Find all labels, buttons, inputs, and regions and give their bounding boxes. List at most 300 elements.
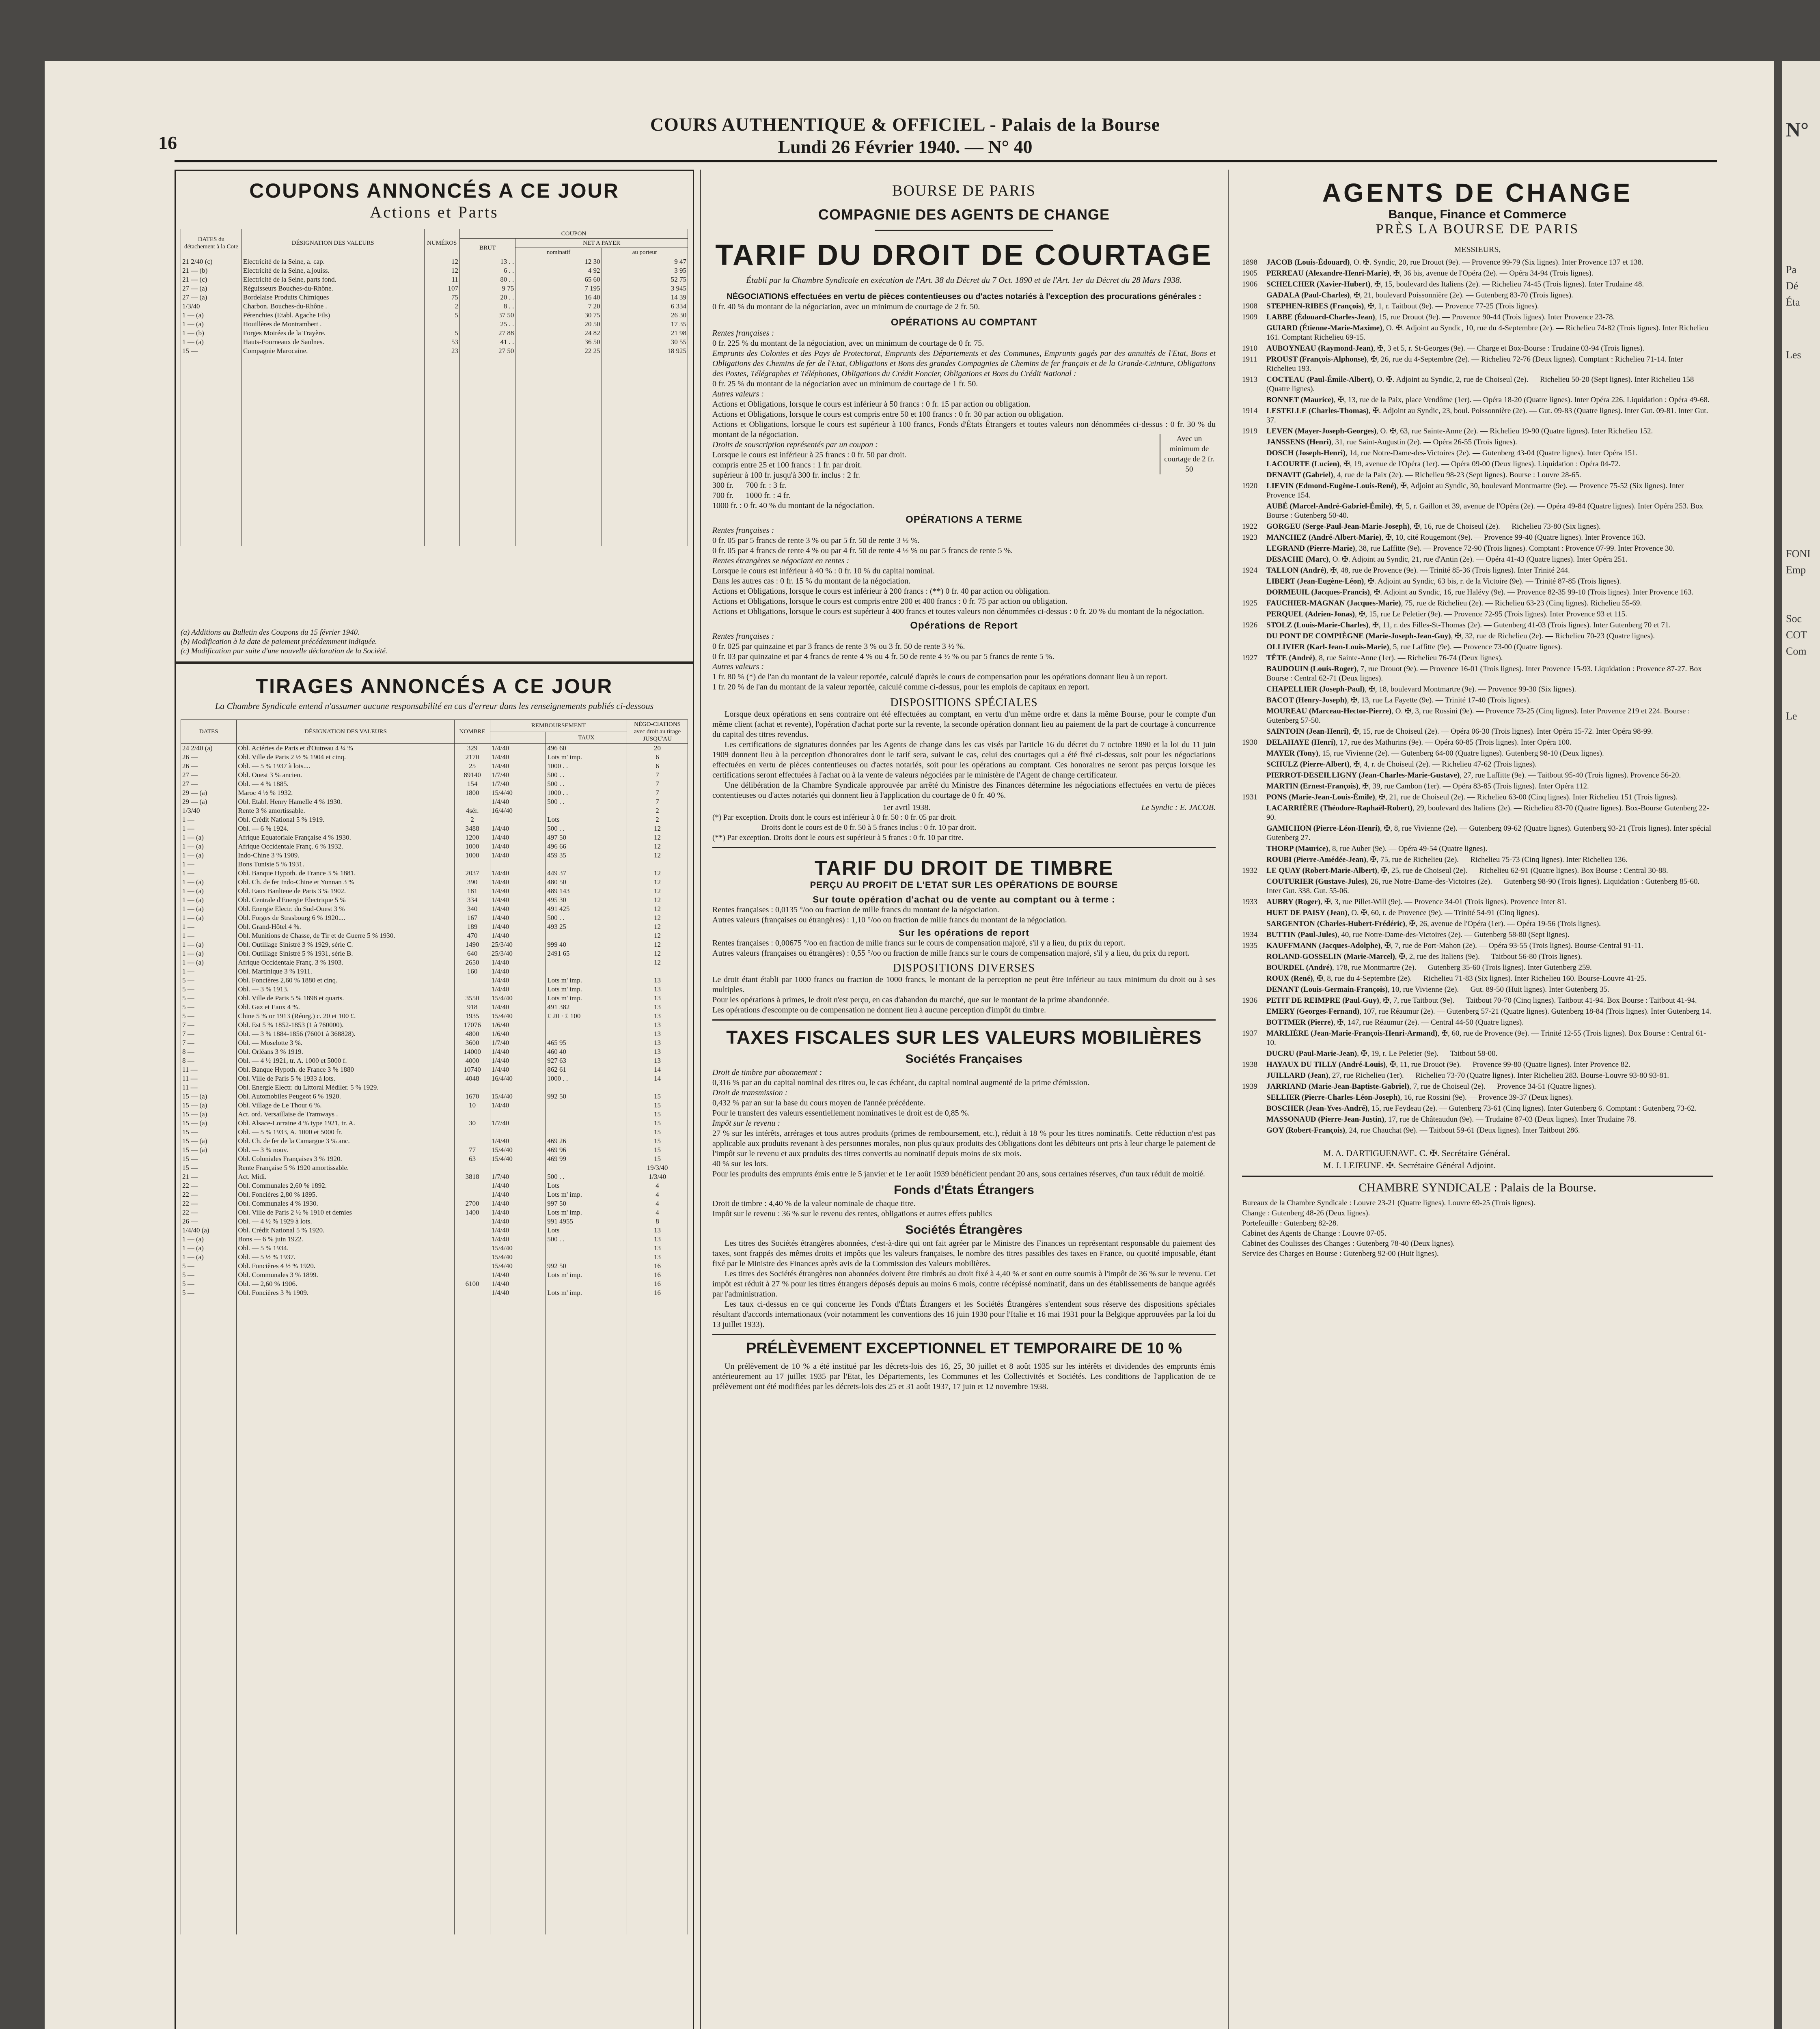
divider: [712, 847, 1216, 848]
chambre-line: Portefeuille : Gutenberg 82-28.: [1242, 1219, 1339, 1228]
table-cell: Act. Midi.: [237, 1172, 455, 1181]
timbre-report-head: Sur les opérations de report: [899, 928, 1029, 938]
table-row: [181, 976, 688, 985]
table-cell: 1/7/40: [490, 1038, 546, 1047]
table-cell: [546, 806, 627, 815]
agent-entry: DOSCH (Joseph-Henri), 14, rue Notre-Dame-des-Victoires (2e). — Gutenberg 43-04 (Quatre lignes). Inter Opéra 151.: [1266, 449, 1638, 457]
coupons-notes: [181, 628, 688, 656]
agent-info: 38, rue Laffitte (9e). — Provence 72-90 (Trois lignes). Comptant : Provence 07-99. Inter Provence 30.: [1359, 544, 1675, 553]
table-cell: Electricité de la Seine, a.jouiss.: [242, 266, 424, 275]
agent-name: MARLIÈRE (Jean-Marie-François-Henri-Armand): [1266, 1029, 1438, 1038]
table-cell: 8 . .: [459, 302, 515, 311]
footnote: Droits dont le cours est de 0 fr. 50 à 5 francs inclus : 0 fr. 10 par droit.: [761, 823, 977, 832]
agent-entry: 1908 STEPHEN-RIBES (François), ✠, 1, r. Taitbout (9e). — Provence 77-25 (Trois lignes).: [1242, 302, 1539, 310]
agents-near: PRÈS LA BOURSE DE PARIS: [1376, 222, 1579, 237]
table-cell: [546, 1128, 627, 1137]
text-line: Droit de transmission :: [712, 1088, 788, 1097]
next-page-fragment: Éta: [1786, 296, 1800, 308]
next-page-fragment: Les: [1786, 349, 1801, 361]
agent-info: 4, rue de la Paix (2e). — Richelieu 98-23 (Sept lignes). Bourse : Louvre 28-65.: [1337, 471, 1581, 479]
agent-entry: GUIARD (Étienne-Marie-Maxime), O. ✠. Adjoint au Syndic, 10, rue du 4-Septembre (2e). — Richelieu 74-82 (Trois lignes). Inter Richelieu 161. Comptant Richelieu 69-15.: [1266, 324, 1709, 342]
diverses-line: Pour les opérations à primes, le droit n'est perçu, en cas d'abandon du marché, que sur le montant de la prime abandonnée.: [712, 995, 1109, 1004]
table-cell: 24 82: [515, 329, 602, 338]
table-cell: 22 25: [515, 347, 602, 355]
table-cell: Obl. — Moselotte 3 %.: [237, 1038, 455, 1047]
timbre-line: Autres valeurs (françaises ou étrangères) : 1,10 °/oo ou fraction de mille francs du montant de la négociation.: [712, 915, 1067, 924]
table-row: [181, 1074, 688, 1083]
table-cell: 154: [455, 780, 490, 788]
agent-name: JARRIAND (Marie-Jean-Baptiste-Gabriel): [1266, 1082, 1409, 1091]
table-cell: 52 75: [602, 275, 688, 284]
table-cell: [455, 1181, 490, 1190]
table-cell: [546, 1279, 627, 1288]
table-cell: 15: [627, 1110, 688, 1119]
agent-info: ✠, 1, r. Taitbout (9e). — Provence 77-25 (Trois lignes).: [1367, 302, 1539, 310]
table-cell: 63: [455, 1155, 490, 1163]
table-cell: 15: [627, 1155, 688, 1163]
table-cell: [546, 1110, 627, 1119]
agent-entry: ROUX (René), ✠, 8, rue du 4-Septembre (2e). — Richelieu 71-83 (Six lignes). Inter Richelieu 160. Bourse-Louvre 41-25.: [1266, 974, 1647, 983]
table-cell: [627, 967, 688, 976]
table-cell: 12: [627, 958, 688, 967]
table-cell: [546, 967, 627, 976]
agent-year: 1936: [1242, 996, 1257, 1005]
agent-year: 1910: [1242, 344, 1257, 353]
table-cell: [490, 860, 546, 869]
table-cell: 14000: [455, 1047, 490, 1056]
timbre-line: Rentes françaises : 0,0135 °/oo ou fraction de mille francs du montant de la négociation.: [712, 905, 999, 914]
table-cell: 13: [627, 1244, 688, 1253]
agent-year: 1931: [1242, 793, 1257, 801]
table-cell: [455, 1271, 490, 1279]
table-cell: 14: [627, 1074, 688, 1083]
agent-name: LACOURTE (Lucien): [1266, 460, 1340, 468]
agent-name: PROUST (François-Alphonse): [1266, 355, 1367, 364]
table-cell: 1/7/40: [490, 771, 546, 780]
table-cell: [546, 1021, 627, 1030]
col-header: au porteur: [602, 248, 688, 257]
agent-entry: DUCRU (Paul-Marie-Jean), ✠, 19, r. Le Peletier (9e). — Taitbout 58-00.: [1266, 1049, 1498, 1058]
table-cell: 1 —: [181, 824, 237, 833]
table-cell: 6100: [455, 1279, 490, 1288]
agents-list: [1242, 258, 1713, 1135]
text-line: Dans les autres cas : 0 fr. 15 % du montant de la négociation.: [712, 577, 911, 586]
terme-title: OPÉRATIONS A TERME: [906, 514, 1022, 525]
table-cell: 1000 . .: [546, 788, 627, 797]
chambre-line: Service des Charges en Bourse : Gutenberg 92-00 (Huit lignes).: [1242, 1249, 1439, 1258]
agent-entry: THORP (Maurice), 8, rue Auber (9e). — Opéra 49-54 (Quatre lignes).: [1266, 844, 1488, 853]
table-row: [181, 1146, 688, 1155]
agent-info: ✠, 7, rue de Port-Mahon (2e). — Opéra 93-55 (Trois lignes). Bourse-Central 91-11.: [1384, 941, 1643, 950]
table-cell: [546, 931, 627, 940]
agent-year: 1937: [1242, 1029, 1257, 1038]
agent-name: AUBÉ (Marcel-André-Gabriel-Émile): [1266, 502, 1392, 510]
table-cell: 18 925: [602, 347, 688, 355]
signature-block: [712, 803, 1216, 812]
table-cell: 4 92: [515, 266, 602, 275]
agent-entry: 1939 JARRIAND (Marie-Jean-Baptiste-Gabriel), 7, rue de Choiseul (2e). — Provence 34-51 (Quatre lignes).: [1242, 1082, 1596, 1091]
agent-name: ROUX (René): [1266, 974, 1313, 983]
table-cell: Obl. Munitions de Chasse, de Tir et de Guerre 5 % 1930.: [237, 931, 455, 940]
table-cell: 460 40: [546, 1047, 627, 1056]
agent-name: LEVEN (Mayer-Joseph-Georges): [1266, 427, 1377, 435]
agent-name: TALLON (André): [1266, 566, 1326, 575]
agent-name: STOLZ (Louis-Marie-Charles): [1266, 621, 1369, 629]
table-cell: [546, 1119, 627, 1128]
taxes-line: Impôt sur le revenu : 36 % sur le revenu des rentes, obligations et autres effets publics: [712, 1209, 992, 1218]
table-cell: Obl. — 4 ½ % 1929 à lots.: [237, 1217, 455, 1226]
table-cell: 1/4/40: [490, 1208, 546, 1217]
agent-entry: LEGRAND (Pierre-Marie), 38, rue Laffitte (9e). — Provence 72-90 (Trois lignes). Comptant : Provence 07-99. Inter Provence 30.: [1266, 544, 1675, 553]
table-cell: 21 2/40 (c): [181, 257, 242, 267]
table-cell: 15: [627, 1146, 688, 1155]
agent-info: 15, rue Drouot (9e). — Provence 90-44 (Trois lignes). Inter Provence 23-78.: [1379, 313, 1615, 321]
table-cell: 17076: [455, 1021, 490, 1030]
table-cell: 12 30: [515, 257, 602, 267]
table-cell: 2170: [455, 753, 490, 762]
agent-info: 5, rue Laffitte (9e). — Provence 73-00 (Quatre lignes).: [1393, 643, 1562, 651]
table-cell: 13: [627, 1226, 688, 1235]
timbre-line: Rentes françaises : 0,00675 °/oo en fraction de mille francs sur le cours de compensation majoré, s'il y a lieu, du prix du report.: [712, 939, 1126, 948]
table-cell: 999 40: [546, 940, 627, 949]
agent-name: MAYER (Tony): [1266, 749, 1318, 758]
table-cell: 992 50: [546, 1092, 627, 1101]
table-row: [181, 967, 688, 976]
chambre-line: Cabinet des Coulisses des Changes : Gutenberg 78-40 (Deux lignes).: [1242, 1239, 1455, 1248]
table-cell: 927 63: [546, 1056, 627, 1065]
table-cell: 41 . .: [459, 338, 515, 347]
agent-entry: 1909 LABBE (Édouard-Charles-Jean), 15, rue Drouot (9e). — Provence 90-44 (Trois lignes). Inter Provence 23-78.: [1242, 313, 1615, 321]
table-cell: 489 143: [546, 887, 627, 896]
table-cell: 500 . .: [546, 824, 627, 833]
table-cell: Obl. Eaux Banlieue de Paris 3 % 1902.: [237, 887, 455, 896]
table-cell: 26 —: [181, 762, 237, 771]
table-cell: 1000 . .: [546, 762, 627, 771]
table-cell: 26 —: [181, 1217, 237, 1226]
table-cell: 329: [455, 744, 490, 753]
agent-name: LESTELLE (Charles-Thomas): [1266, 407, 1369, 415]
agent-info: ✠. Adjoint au Syndic, 63 bis, r. de la Victoire (9e). — Trinité 87-85 (Trois lignes).: [1367, 577, 1622, 586]
table-cell: 12: [627, 931, 688, 940]
table-cell: 21 — (b): [181, 266, 242, 275]
chambre-title: CHAMBRE SYNDICALE : Palais de la Bourse.: [1359, 1181, 1596, 1194]
agent-entry: AUBÉ (Marcel-André-Gabriel-Émile), ✠, 5, r. Gaillon et 39, avenue de l'Opéra (2e). — Opéra 49-84 (Quatre lignes). Inter Opéra 253. Box Bourse : Gutenberg 50-40.: [1266, 502, 1704, 520]
table-filler: [181, 355, 688, 546]
agent-entry: DU PONT DE COMPIÈGNE (Marie-Joseph-Jean-Guy), ✠, 32, rue de Richelieu (2e). — Richelieu 70-23 (Quatre lignes).: [1266, 632, 1655, 640]
agent-entry: SELLIER (Pierre-Charles-Léon-Joseph), 16, rue Rossini (9e). — Provence 39-37 (Deux lignes).: [1266, 1093, 1573, 1102]
table-cell: [455, 1190, 490, 1199]
table-row: [181, 1271, 688, 1279]
table-cell: 15/4/40: [490, 1253, 546, 1262]
table-cell: 500 . .: [546, 1172, 627, 1181]
text-line: Droit de timbre par abonnement :: [712, 1068, 822, 1077]
divider: [1242, 1176, 1713, 1177]
table-cell: 1/4/40 (a): [181, 1226, 237, 1235]
table-cell: 1/4/40: [490, 967, 546, 976]
table-cell: 15: [627, 1092, 688, 1101]
table-cell: 26 30: [602, 311, 688, 320]
table-cell: 449 37: [546, 869, 627, 878]
table-cell: Lots m' imp.: [546, 1288, 627, 1297]
agent-name: DORMEUIL (Jacques-Francis): [1266, 588, 1370, 597]
table-cell: 7: [627, 771, 688, 780]
table-row: [181, 1190, 688, 1199]
table-cell: [455, 1163, 490, 1172]
table-cell: 1/4/40: [490, 753, 546, 762]
table-cell: 1/4/40: [490, 931, 546, 940]
table-row: [181, 985, 688, 994]
table-row: [181, 994, 688, 1003]
text-line: 300 fr. — 700 fr. : 3 fr.: [712, 481, 787, 490]
table-cell: 1/4/40: [490, 797, 546, 806]
taxes-fr-title: Sociétés Françaises: [905, 1052, 1023, 1066]
agent-entry: BOSCHER (Jean-Yves-André), 15, rue Feydeau (2e). — Gutenberg 73-61 (Cinq lignes). Inter Gutenberg 6. Comptant : Gutenberg 73-62.: [1266, 1104, 1697, 1113]
table-cell: [455, 1226, 490, 1235]
table-cell: Obl. — 4 % 1885.: [237, 780, 455, 788]
table-cell: 1000: [455, 851, 490, 860]
text-line: Actions et Obligations, lorsque le cours est supérieur à 100 francs, Fonds d'États Étrangers et toutes valeurs non dénommées ci-dessus : 0 fr. 30 % du montant de la négociation.: [712, 420, 1216, 439]
secretaries: [1242, 1147, 1713, 1172]
taxes-line: Droit de timbre : 4,40 % de la valeur nominale de chaque titre.: [712, 1199, 916, 1208]
table-cell: 1/4/40: [490, 887, 546, 896]
table-cell: 1/4/40: [490, 744, 546, 753]
table-cell: 6: [627, 753, 688, 762]
table-cell: 15 — (a): [181, 1146, 237, 1155]
agent-entry: 1934 BUTTIN (Paul-Jules), 40, rue Notre-Dame-des-Victoires (2e). — Gutenberg 58-80 (Sept lignes).: [1242, 930, 1570, 939]
text-line: Lorsque le cours est inférieur à 25 francs : 0 fr. 50 par droit.: [712, 450, 907, 459]
agent-info: 31, rue Saint-Augustin (2e). — Opéra 26-55 (Trois lignes).: [1335, 438, 1517, 446]
table-row: [181, 851, 688, 860]
table-cell: [455, 1110, 490, 1119]
table-cell: 1 —: [181, 815, 237, 824]
table-cell: 12: [627, 896, 688, 905]
table-cell: Obl. Energie Electr. du Littoral Médiler. 5 % 1929.: [237, 1083, 455, 1092]
table-row: [181, 293, 688, 302]
table-cell: 15 — (a): [181, 1110, 237, 1119]
column-separator: [1228, 170, 1229, 2029]
agent-entry: GAMICHON (Pierre-Léon-Henri), ✠, 8, rue Vivienne (2e). — Gutenberg 09-62 (Quatre lignes). Gutenberg 93-21 (Trois lignes). Inter spécial Gutenberg 27.: [1266, 824, 1711, 842]
agent-name: BUTTIN (Paul-Jules): [1266, 930, 1337, 939]
table-row: [181, 815, 688, 824]
table-cell: 7 —: [181, 1021, 237, 1030]
table-cell: 16: [627, 1271, 688, 1279]
table-row: [181, 949, 688, 958]
table-cell: 21 —: [181, 1172, 237, 1181]
agent-info: ✠, 3 et 5, r. St-Georges (9e). — Charge et Box-Bourse : Trudaine 03-94 (Trois lignes).: [1377, 344, 1645, 353]
col-header: NET A PAYER: [515, 239, 688, 248]
agent-name: BAUDOUIN (Louis-Roger): [1266, 665, 1357, 673]
table-cell: 918: [455, 1003, 490, 1012]
table-cell: 1/4/40: [490, 985, 546, 994]
agent-info: ✠, 19, avenue de l'Opéra (1er). — Opéra 09-00 (Deux lignes). Liquidation : Opéra 04-72.: [1343, 460, 1621, 468]
agent-name: MARTIN (Ernest-François): [1266, 782, 1359, 790]
table-cell: Lots: [546, 1226, 627, 1235]
table-cell: 4000: [455, 1056, 490, 1065]
table-cell: Bons Tunisie 5 % 1931.: [237, 860, 455, 869]
table-cell: 5: [424, 311, 459, 320]
table-row: [181, 266, 688, 275]
table-cell: 16: [627, 1279, 688, 1288]
table-row: [181, 1253, 688, 1262]
table-row: [181, 922, 688, 931]
agent-name: PIERROT-DESEILLIGNY (Jean-Charles-Marie-Gustave): [1266, 771, 1460, 780]
table-cell: 640: [455, 949, 490, 958]
agent-entry: BAUDOUIN (Louis-Roger), 7, rue Drouot (9e). — Provence 16-01 (Trois lignes). Inter Provence 15-93. Liquidation : Provence 87-27. Box Bourse : Central 62-71 (Deux lignes).: [1266, 665, 1702, 683]
table-cell: 12: [627, 949, 688, 958]
disp-title: DISPOSITIONS SPÉCIALES: [890, 696, 1038, 709]
taxes-line: Les titres des Sociétés étrangères non abonnées doivent être timbrés au droit fixé à 4,40 % et sont en outre soumis à l'impôt de 36 % sur le revenu. Cet impôt est réduit à 27 % pour les titres étrangers déposés depuis au moins 6 mois, contre récépissé nominatif, dans un des établissements de banque agréés par l'administration.: [712, 1269, 1216, 1299]
next-page-fragment: FONI: [1786, 548, 1811, 560]
agent-year: 1913: [1242, 375, 1257, 384]
agent-entry: 1933 AUBRY (Roger), ✠, 3, rue Pillet-Will (9e). — Provence 34-01 (Trois lignes). Provence Inter 81.: [1242, 898, 1567, 906]
table-cell: [181, 1297, 237, 1934]
table-cell: 3 95: [602, 266, 688, 275]
table-cell: 21 98: [602, 329, 688, 338]
table-row: [181, 1208, 688, 1217]
text-line: Autres valeurs :: [712, 390, 764, 398]
table-cell: 13 . .: [459, 257, 515, 267]
taxes-fr-list: [712, 1068, 1216, 1179]
tarif-section: [708, 170, 1220, 1392]
agent-entry: 1927 TÊTE (André), 8, rue Sainte-Anne (1er). — Richelieu 76-74 (Deux lignes).: [1242, 654, 1503, 662]
table-row: [181, 806, 688, 815]
table-cell: 497 50: [546, 833, 627, 842]
table-row: [181, 788, 688, 797]
table-cell: 1 — (a): [181, 896, 237, 905]
agent-name: JANSSENS (Henri): [1266, 438, 1331, 446]
agent-entry: 1925 FAUCHIER-MAGNAN (Jacques-Marie), 75, rue de Richelieu (2e). — Richelieu 63-23 (Cinq lignes). Richelieu 55-69.: [1242, 599, 1642, 607]
table-cell: 13: [627, 1253, 688, 1262]
table-cell: 15 — (a): [181, 1137, 237, 1146]
tirages-subtitle: La Chambre Syndicale entend n'assumer aucune responsabilité en cas d'erreur dans les renseignements publiés ci-dessous: [215, 701, 654, 711]
agent-name: MANCHEZ (André-Albert-Marie): [1266, 533, 1382, 542]
agent-name: COUTURIER (Gustave-Jules): [1266, 877, 1367, 886]
agent-name: FAUCHIER-MAGNAN (Jacques-Marie): [1266, 599, 1401, 607]
table-row: [181, 284, 688, 293]
coupons-section: [175, 170, 694, 663]
agent-info: ✠, 75, rue de Richelieu (2e). — Richelieu 75-73 (Cinq lignes). Inter Richelieu 136.: [1370, 855, 1628, 864]
table-cell: 1/6/40: [490, 1030, 546, 1038]
table-cell: 13: [627, 1012, 688, 1021]
table-row: [181, 780, 688, 788]
agent-entry: DORMEUIL (Jacques-Francis), ✠. Adjoint au Syndic, 16, rue Halévy (9e). — Provence 82-35 99-10 (Trois lignes). Inter Provence 163.: [1266, 588, 1694, 597]
agent-info: ✠, 3, rue Pillet-Will (9e). — Provence 34-01 (Trois lignes). Provence Inter 81.: [1324, 898, 1567, 906]
table-cell: [455, 1288, 490, 1297]
col-header: REMBOURSEMENT: [490, 720, 627, 732]
table-row: [181, 347, 688, 355]
table-cell: 22 —: [181, 1199, 237, 1208]
table-cell: 19/3/40: [627, 1163, 688, 1172]
text-line: 0 fr. 225 % du montant de la négociation, avec un minimum de courtage de 0 fr. 75.: [712, 339, 984, 348]
agent-name: AUBRY (Roger): [1266, 898, 1321, 906]
agent-entry: 1935 KAUFFMANN (Jacques-Adolphe), ✠, 7, rue de Port-Mahon (2e). — Opéra 93-55 (Trois lignes). Bourse-Central 91-11.: [1242, 941, 1643, 950]
secretary-line: M. A. DARTIGUENAVE. C. ✠. Secrétaire Général.: [1323, 1148, 1510, 1158]
table-cell: 1/3/40: [181, 806, 237, 815]
table-cell: 23: [424, 347, 459, 355]
table-cell: Lots m' imp.: [546, 994, 627, 1003]
next-page-fragment: N°: [1786, 118, 1809, 141]
tarif-intro: Établi par la Chambre Syndicale en exécution de l'Art. 38 du Décret du 7 Oct. 1890 et de l'Art. 1er du Décret du 28 Mars 1938.: [746, 275, 1182, 285]
table-cell: 25/3/40: [490, 949, 546, 958]
prelevement-text: Un prélèvement de 10 % a été institué par les décrets-lois des 16, 25, 30 juillet et 8 août 1935 sur les intérêts et dividendes des emprunts émis antérieurement au 17 juillet 1935 par l'Etat, les Départements, les Communes et les Collectivités et Sociétés. Les conditions de l'application de ce prélèvement ont été modifiées par les décrets-lois des 25 et 31 août 1937, 17 juin et 12 novembre 1938.: [712, 1362, 1216, 1391]
table-cell: 7 —: [181, 1038, 237, 1047]
agent-info: ✠, 10, cité Rougemont (9e). — Provence 99-40 (Quatre lignes). Inter Provence 163.: [1385, 533, 1646, 542]
table-cell: [242, 355, 424, 546]
table-cell: Obl. Village de Le Thour 6 %.: [237, 1101, 455, 1110]
table-cell: 997 50: [546, 1199, 627, 1208]
agent-entry: DESACHE (Marc), O. ✠. Adjoint au Syndic, 21, rue d'Antin (2e). — Opéra 41-43 (Quatre lignes). Inter Opéra 251.: [1266, 555, 1628, 564]
agent-entry: CHAPELLIER (Joseph-Paul), ✠, 18, boulevard Montmartre (9e). — Provence 99-30 (Six lignes).: [1266, 685, 1576, 694]
table-cell: 1/4/40: [490, 824, 546, 833]
table-cell: Obl. Communales 3 % 1899.: [237, 1271, 455, 1279]
table-cell: [490, 1163, 546, 1172]
table-cell: 8: [627, 1217, 688, 1226]
adjacent-page-edge: [1782, 61, 1820, 2029]
agent-entry: 1931 PONS (Marie-Jean-Louis-Émile), ✠, 21, rue de Choiseul (2e). — Richelieu 63-00 (Cinq lignes). Inter Richelieu 151 (Trois lignes).: [1242, 793, 1678, 801]
agent-info: 24, rue Chauchat (9e). — Taitbout 59-61 (Deux lignes). Inter Taitbout 286.: [1349, 1126, 1580, 1135]
agent-info: 7, rue Drouot (9e). — Provence 16-01 (Trois lignes). Inter Provence 15-93. Liquidation : Provence 87-27. Box Bourse : Central 62-71 (Deux lignes).: [1266, 665, 1702, 683]
table-cell: 15 — (a): [181, 1119, 237, 1128]
diverses-title: DISPOSITIONS DIVERSES: [893, 962, 1035, 974]
text-line: 0,432 % par an sur la base du cours moyen de l'année précédente.: [712, 1099, 925, 1107]
table-row: [181, 275, 688, 284]
agent-entry: ROUBI (Pierre-Amédée-Jean), ✠, 75, rue de Richelieu (2e). — Richelieu 75-73 (Cinq lignes). Inter Richelieu 136.: [1266, 855, 1628, 864]
table-cell: 1/7/40: [490, 1172, 546, 1181]
table-cell: 21 — (c): [181, 275, 242, 284]
tarif-company: COMPAGNIE DES AGENTS DE CHANGE: [818, 206, 1110, 223]
table-cell: 1/4/40: [490, 1056, 546, 1065]
agent-entry: EMERY (Georges-Fernand), 107, rue Réaumur (2e). — Gutenberg 57-21 (Quatre lignes). Gutenberg 18-84 (Trois lignes). Inter Gutenberg 14.: [1266, 1007, 1712, 1016]
table-cell: 16: [627, 1288, 688, 1297]
table-cell: 20 50: [515, 320, 602, 329]
table-cell: 1 —: [181, 869, 237, 878]
table-cell: 1/4/40: [490, 905, 546, 913]
table-cell: 15/4/40: [490, 1146, 546, 1155]
table-cell: 1/4/40: [490, 896, 546, 905]
table-cell: Obl. — 6 % 1924.: [237, 824, 455, 833]
agent-year: 1898: [1242, 258, 1257, 267]
table-row: [181, 1235, 688, 1244]
agent-info: ✠, 11, r. des Filles-St-Thomas (2e). — Gutenberg 41-03 (Trois lignes). Inter Gutenberg 70 et 71.: [1372, 621, 1671, 629]
table-cell: 992 50: [546, 1262, 627, 1271]
disp-list: [712, 709, 1216, 801]
table-cell: 12: [627, 887, 688, 896]
table-cell: 1800: [455, 788, 490, 797]
table-cell: 4: [627, 1190, 688, 1199]
text-line: Impôt sur le revenu :: [712, 1119, 780, 1128]
table-cell: 75: [424, 293, 459, 302]
agent-info: 27, rue Laffitte (9e). — Taitbout 95-40 (Trois lignes). Provence 56-20.: [1463, 771, 1681, 780]
table-cell: Maroc 4 ½ % 1932.: [237, 788, 455, 797]
agent-entry: 1922 GORGEU (Serge-Paul-Jean-Marie-Joseph), ✠, 16, rue de Choiseul (2e). — Richelieu 73-80 (Six lignes).: [1242, 522, 1601, 531]
tirages-title: TIRAGES ANNONCÉS A CE JOUR: [255, 675, 613, 698]
right-column: [1238, 170, 1717, 2029]
agent-info: ✠, 15, rue Le Peletier (9e). — Provence 72-95 (Trois lignes). Inter Provence 93 et 115.: [1359, 610, 1627, 618]
next-page-fragment: Dé: [1786, 280, 1798, 292]
table-cell: 2700: [455, 1199, 490, 1208]
table-cell: 160: [455, 967, 490, 976]
agent-entry: 1913 COCTEAU (Paul-Émile-Albert), O. ✠. Adjoint au Syndic, 2, rue de Choiseul (2e). — Richelieu 50-20 (Sept lignes). Inter Richelieu 158 (Quatre lignes).: [1242, 375, 1694, 393]
table-cell: 1/4/40: [490, 833, 546, 842]
table-cell: 390: [455, 878, 490, 887]
table-cell: 1 — (a): [181, 851, 237, 860]
table-cell: 13: [627, 1003, 688, 1012]
agent-name: DUCRU (Paul-Marie-Jean): [1266, 1049, 1357, 1058]
table-cell: 1/7/40: [490, 1119, 546, 1128]
agent-info: O. ✠, 60, r. de Provence (9e). — Trinité 54-91 (Cinq lignes).: [1351, 909, 1540, 917]
table-cell: 1/3/40: [181, 302, 242, 311]
table-cell: Réguisseurs Bouches-du-Rhône.: [242, 284, 424, 293]
